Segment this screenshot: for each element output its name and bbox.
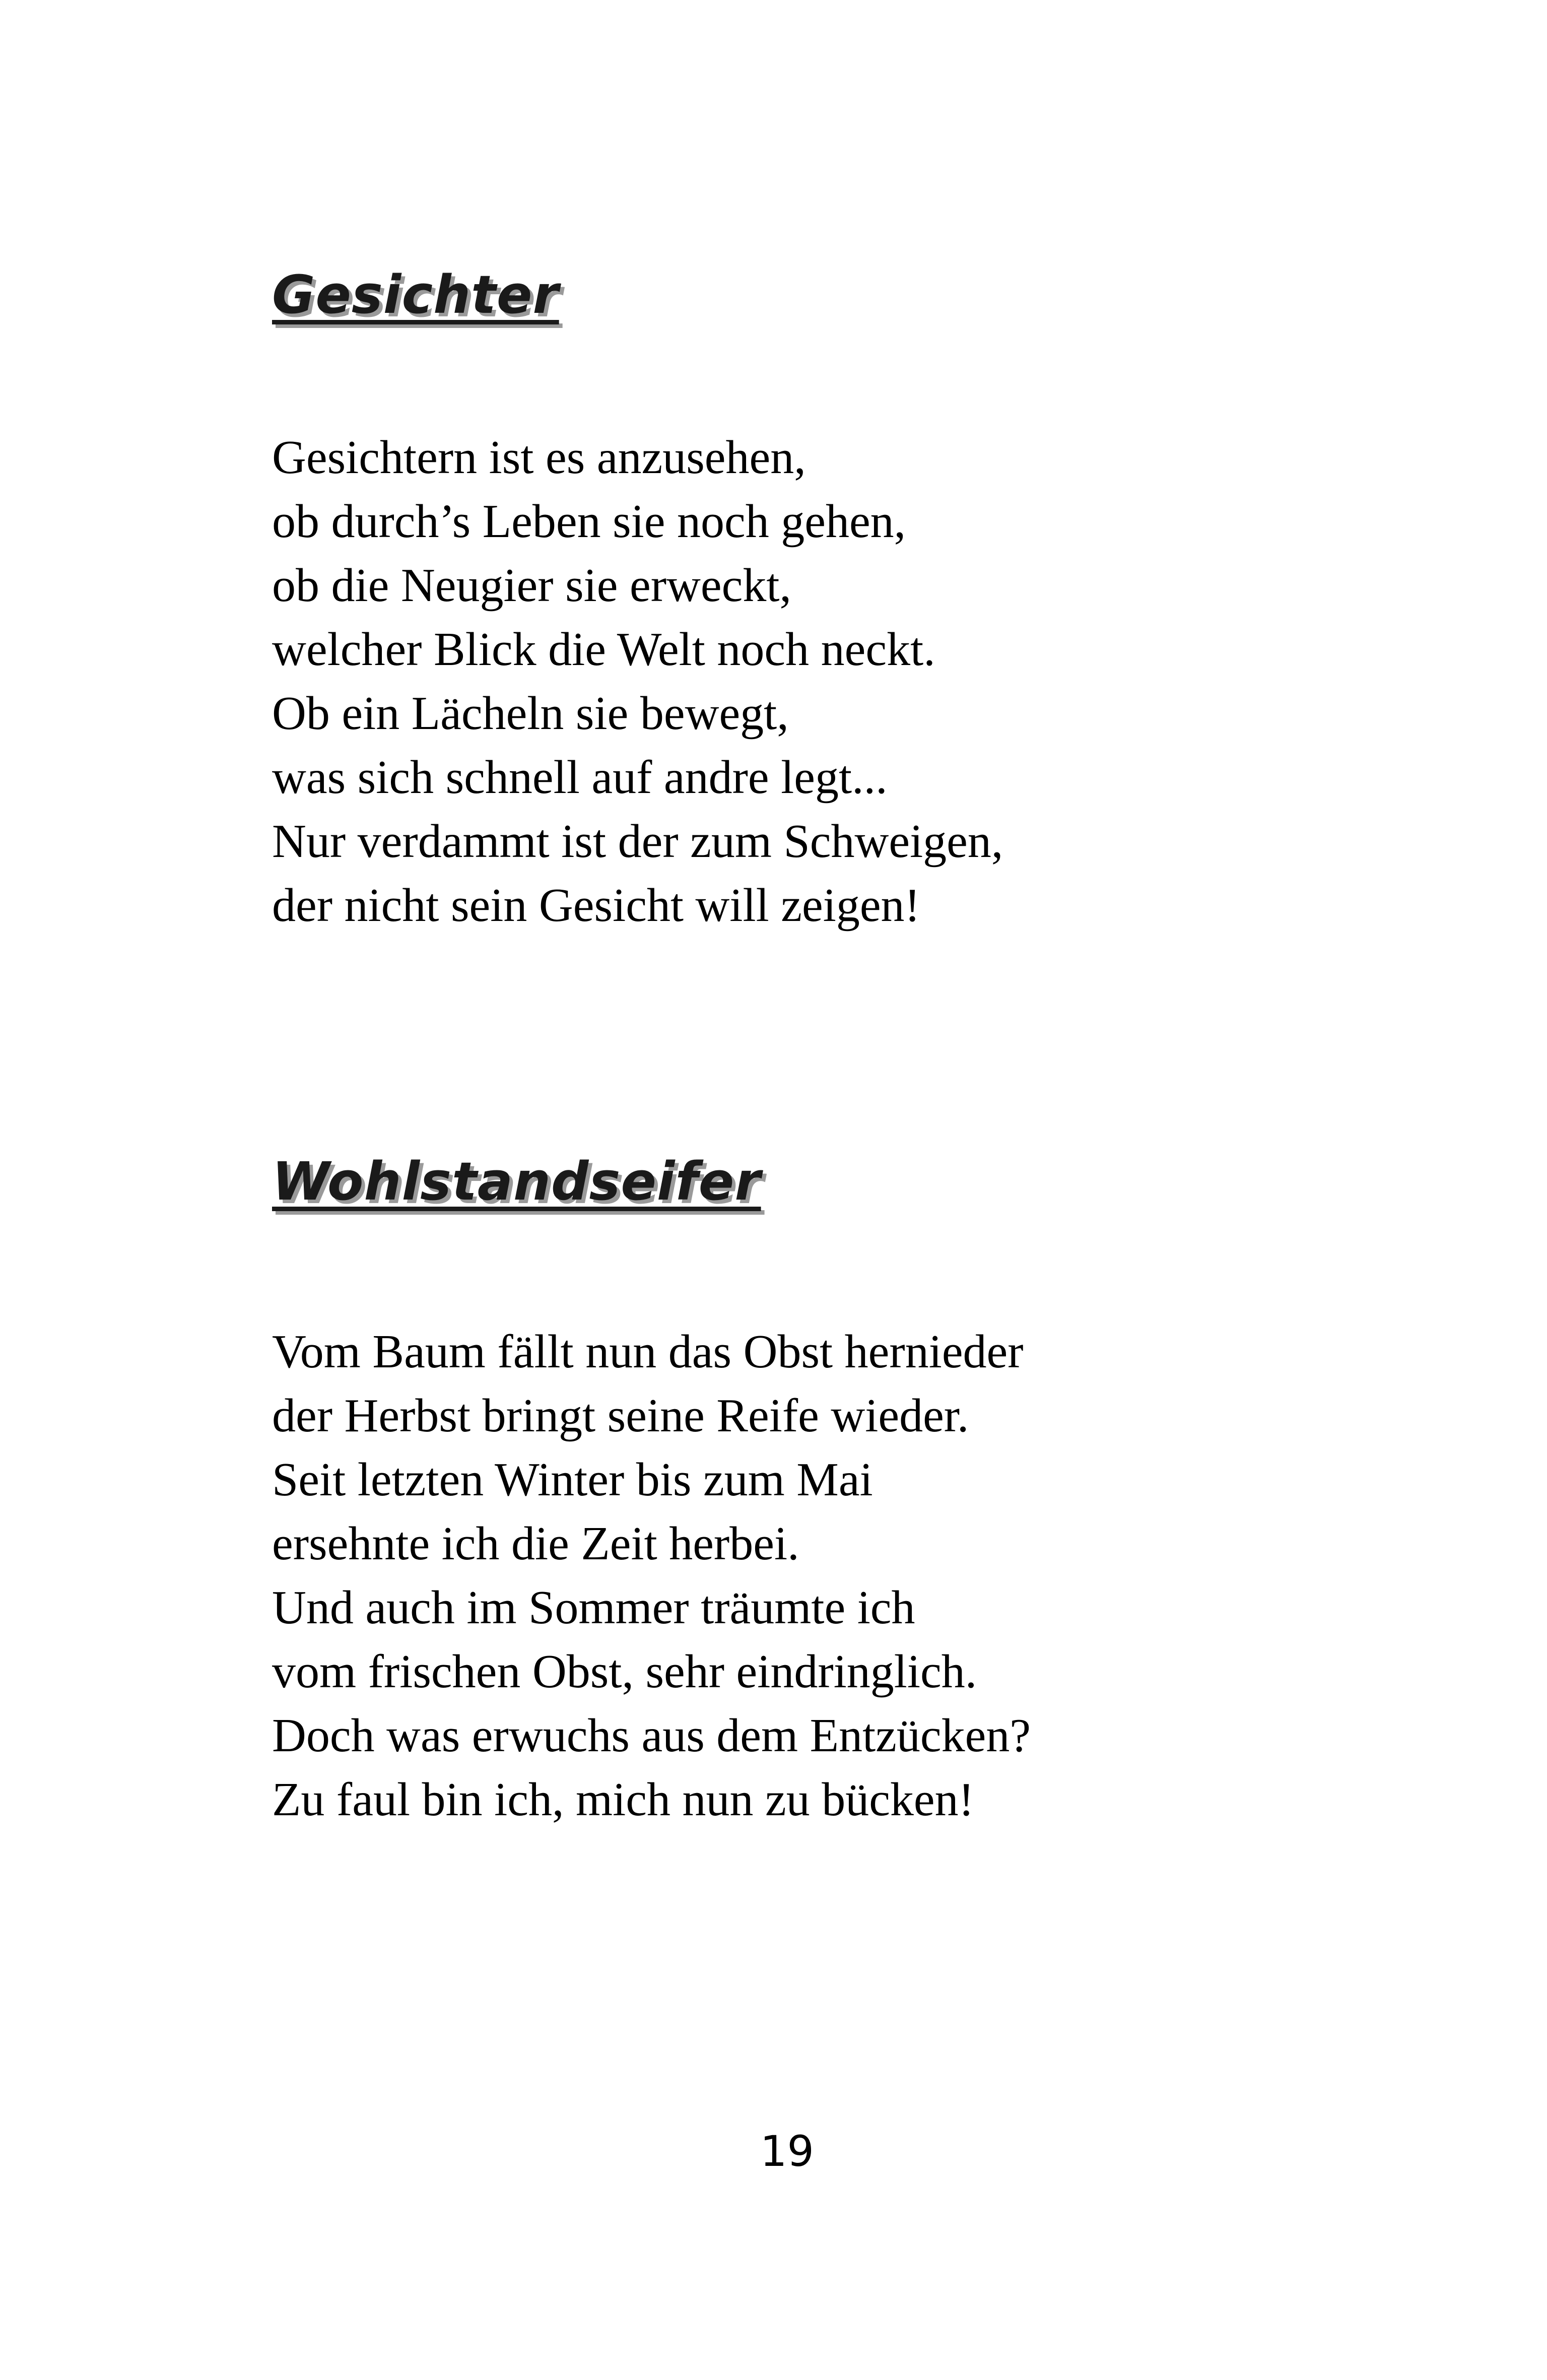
poem-line: vom frischen Obst, sehr eindringlich.	[272, 1645, 977, 1698]
poem-title: Wohlstandseifer	[272, 1151, 761, 1212]
poem-line: ob die Neugier sie erweckt,	[272, 559, 791, 612]
poem-title: Gesichter	[272, 264, 559, 325]
poem-line: welcher Blick die Welt noch neckt.	[272, 623, 935, 676]
poem-gesichter	[272, 257, 1380, 938]
poem-line: ob durch’s Leben sie noch gehen,	[272, 495, 906, 548]
poem-line: Doch was erwuchs aus dem Entzücken?	[272, 1709, 1031, 1762]
poem-line: Vom Baum fällt nun das Obst hernieder	[272, 1326, 1024, 1378]
poem-stanza	[272, 1320, 1380, 1832]
poem-line: der nicht sein Gesicht will zeigen!	[272, 879, 920, 932]
poem-wohlstandseifer	[272, 1144, 1380, 1832]
page-number: 19	[760, 2127, 814, 2176]
poem-line: Seit letzten Winter bis zum Mai	[272, 1453, 873, 1506]
poem-stanza	[272, 426, 1380, 938]
poem-line: Gesichtern ist es anzusehen,	[272, 431, 806, 484]
poem-line: ersehnte ich die Zeit herbei.	[272, 1517, 799, 1570]
poem-line: Ob ein Lächeln sie bewegt,	[272, 687, 789, 740]
poem-line: Zu faul bin ich, mich nun zu bücken!	[272, 1773, 974, 1826]
poem-line: der Herbst bringt seine Reife wieder.	[272, 1390, 969, 1442]
poem-line: Und auch im Sommer träumte ich	[272, 1581, 915, 1634]
poem-line: Nur verdammt ist der zum Schweigen,	[272, 815, 1003, 868]
poem-line: was sich schnell auf andre legt...	[272, 751, 888, 804]
